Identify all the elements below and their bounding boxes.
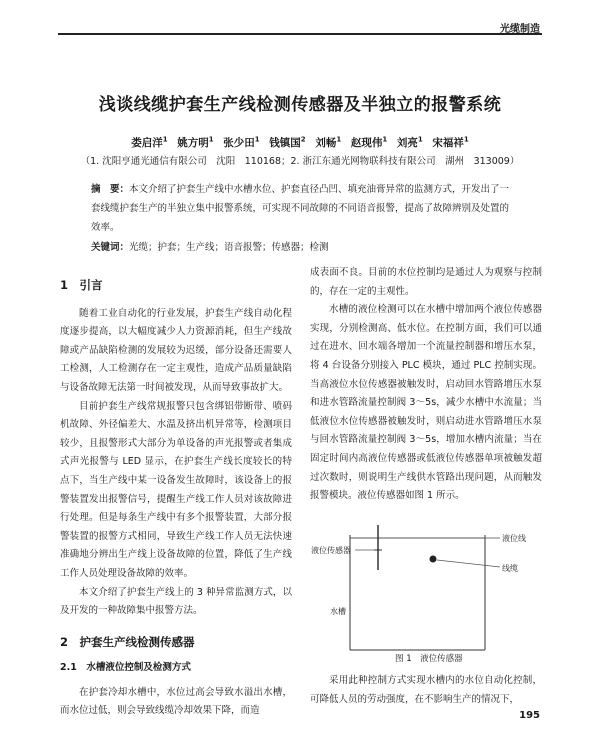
author: 刘畅$^1$ [315, 135, 342, 149]
keywords-label: 关键词： [91, 242, 130, 253]
abstract-text: 本文介绍了护套生产线中水槽水位、护套直径凸凹、填充油膏异常的监测方式，开发出了一套线缆护套生产的半独立集中报警系统，可实现不同故障的不同语音报警，提高了故障辨别及处置的效率。 [91, 184, 510, 233]
paragraph: 目前护套生产线常规报警只包含绑铝带断带、喷码机故障、外径偏差大、水温及挤出机异常等，检测项目较少，且报警形式大部分为单设备的声光报警或者集成式声光报警与 LED 显示，在护套生产线长度较长的特点下，当生产线中某一设备发生故障时，该设备上的报警装置发出报警信号，提醒生产线工作人员对该故障进行处理。但是每条生产线中有多个报警装置，大部分报警装置的报警方式相同，导致生产线工作人员无法快速准确地分辨出生产线上设备故障的位置，降低了生产线工作人员处理设备故障的效率。 [60, 400, 292, 579]
right-column-bottom [310, 672, 542, 709]
author: 刘亮$^1$ [396, 135, 423, 149]
figure-label-level: 液位线 [502, 534, 526, 543]
figure-label-tank: 水槽 [330, 607, 346, 616]
keywords-text: 光缆；护套；生产线；语音报警；传感器；检测 [129, 242, 329, 253]
cable-cross-section [430, 556, 437, 563]
figure-label-sensor: 液位传感器 [311, 546, 351, 555]
paragraph: 水槽的液位检测可以在水槽中增加两个液位传感器实现，分别检测高、低水位。在控制方面，我们可以通过在进水、回水端各增加一个流量控制器和增压水泵，将 4 台设备分别接入 PLC 模块，通过 PLC 控制实现。当高液位水位传感器被触发时，启动回水管路增压水泵和进水管路流量控制阀 3～5s，减少水槽中水流量；当低液位水位传感器被触发时，则启动进水管路增压水泵与回水管路流量控制阀 3～5s，增加水槽内流量；当在固定时间内高液位传感器或低液位传感器单项被触发超过次数时，则说明生产线供水管路出现问题，从而触发报警模块。液位传感器如图 1 所示。 [310, 304, 542, 502]
journal-section-tag: 光缆制造 [500, 24, 540, 35]
figure-label-cable: 线缆 [502, 564, 518, 573]
figure-caption: 图 1 液位传感器 [395, 654, 463, 664]
abstract-label: 摘 要： [91, 184, 130, 195]
paragraph: 在护套冷却水槽中，水位过高会导致水溢出水槽，而水位过低，则会导致线缆冷却效果下降，而造 [60, 686, 292, 717]
author: 姚方明$^1$ [177, 135, 214, 149]
paragraph: 成表面不良。目前的水位控制均是通过人为观察与控制的，存在一定的主观性。 [310, 267, 542, 297]
abstract [91, 180, 511, 237]
paragraph: 随着工业自动化的行业发展，护套生产线自动化程度逐步提高，以大幅度减少人力资源消耗，但生产线故障或产品缺陷检测的发展较为迟缓，部分设备还需要人工检测，人工检测存在一定主观性，造成产品质量缺陷与设备故障无法第一时间被发现，从而导致事故扩大。 [60, 307, 292, 393]
section-2-1-heading: 2.1 水槽液位控制及检测方式 [60, 662, 191, 674]
author: 娄启洋$^1$ [131, 135, 168, 149]
keywords [91, 238, 511, 257]
author: 张少田$^1$ [223, 135, 260, 149]
affiliation: （1. 沈阳亨通光通信有限公司 沈阳 110168；2. 浙江东通光网物联科技有限公司 湖州 313009） [80, 156, 520, 167]
author-list [0, 135, 600, 150]
section-2-heading: 2 护套生产线检测传感器 [60, 634, 195, 649]
author: 钱镇国$^2$ [269, 135, 306, 149]
right-column [310, 264, 542, 506]
paper-title: 浅谈线缆护套生产线检测传感器及半独立的报警系统 [98, 95, 502, 115]
header-rule [58, 33, 542, 35]
page-number: 195 [519, 710, 540, 721]
author: 赵现伟$^1$ [350, 135, 388, 149]
section-1-heading: 1 引言 [60, 278, 103, 292]
leader-line [437, 560, 500, 567]
paragraph: 本文介绍了护套生产线上的 3 种异常监测方式，以及开发的一种故障集中报警方法。 [60, 586, 292, 617]
left-column [60, 276, 292, 721]
author: 宋福祥$^1$ [432, 135, 469, 149]
paragraph: 采用此种控制方式实现水槽内的水位自动化控制，可降低人员的劳动强度，在不影响生产的情况下， [310, 675, 542, 705]
